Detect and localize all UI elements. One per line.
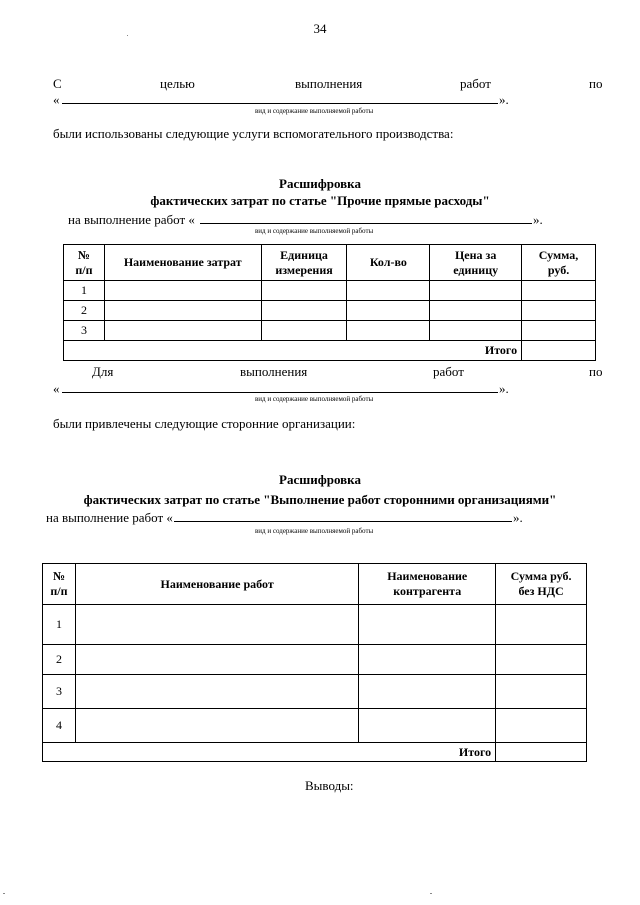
- section1-header-qty-label: Кол-во: [369, 255, 407, 269]
- cell-unit[interactable]: [261, 321, 347, 341]
- section2-total-value[interactable]: [496, 743, 587, 762]
- section1-header-name: [104, 245, 261, 281]
- scan-speck: [3, 893, 5, 894]
- scan-speck: [430, 893, 432, 894]
- section1-table: [63, 244, 596, 361]
- conclusions-label: Выводы:: [305, 778, 354, 793]
- cell-contractor[interactable]: [359, 605, 496, 645]
- section1-header-unit-label: Единица измерения: [275, 247, 333, 277]
- section1-header-name-label: Наименование затрат: [123, 255, 242, 269]
- row-number: 4: [43, 709, 76, 743]
- cell-contractor[interactable]: [359, 675, 496, 709]
- section2-close-quote: ».: [513, 510, 523, 525]
- intro2-blank-line[interactable]: [62, 392, 498, 393]
- cell-sum[interactable]: [522, 321, 596, 341]
- row-number: 3: [43, 675, 76, 709]
- cell-sum[interactable]: [496, 675, 587, 709]
- section2-line-prefix: на выполнение работ «: [46, 510, 173, 525]
- intro2-close-quote: ».: [499, 381, 509, 396]
- section2-header-sum: [496, 564, 587, 605]
- cell-work[interactable]: [75, 645, 358, 675]
- cell-contractor[interactable]: [359, 645, 496, 675]
- cell-work[interactable]: [75, 605, 358, 645]
- row-number: 3: [64, 321, 105, 341]
- section2-table: [42, 563, 587, 762]
- table-row: [43, 709, 587, 743]
- cell-sum[interactable]: [496, 645, 587, 675]
- intro1-blank-line[interactable]: [62, 103, 498, 104]
- cell-sum[interactable]: [496, 709, 587, 743]
- section2-total-row: [43, 743, 587, 762]
- section2-header-work: [75, 564, 358, 605]
- page-number: 34: [313, 21, 327, 36]
- section1-header-sum: [522, 245, 596, 281]
- intro1-open-quote: «: [53, 92, 60, 107]
- section2-header-contractor-label: Наименование контрагента: [387, 569, 468, 598]
- intro1-word-4: работ: [460, 76, 491, 91]
- cell-qty[interactable]: [347, 321, 430, 341]
- intro1-word-1: С: [53, 76, 62, 91]
- section1-total-value[interactable]: [522, 341, 596, 361]
- cell-name[interactable]: [104, 301, 261, 321]
- section1-blank-line[interactable]: [200, 223, 532, 224]
- cell-unit[interactable]: [261, 301, 347, 321]
- cell-contractor[interactable]: [359, 709, 496, 743]
- cell-work[interactable]: [75, 675, 358, 709]
- cell-name[interactable]: [104, 281, 261, 301]
- intro1-word-3: выполнения: [295, 76, 363, 91]
- table-row: [64, 281, 596, 301]
- section2-caption: вид и содержание выполняемой работы: [255, 527, 374, 535]
- cell-price[interactable]: [430, 321, 522, 341]
- section2-header-contractor: [359, 564, 496, 605]
- section1-header-price: [430, 245, 522, 281]
- section1-line-prefix: на выполнение работ «: [68, 212, 195, 227]
- cell-sum[interactable]: [522, 301, 596, 321]
- section1-title: Расшифровка: [279, 176, 361, 191]
- cell-price[interactable]: [430, 301, 522, 321]
- section1-total-label: Итого: [64, 341, 522, 361]
- cell-sum[interactable]: [496, 605, 587, 645]
- section2-total-label: Итого: [43, 743, 496, 762]
- table-row: [64, 301, 596, 321]
- section2-title: Расшифровка: [279, 472, 361, 487]
- cell-price[interactable]: [430, 281, 522, 301]
- cell-qty[interactable]: [347, 281, 430, 301]
- row-number: 1: [43, 605, 76, 645]
- section2-header-num: [43, 564, 76, 605]
- row-number: 1: [64, 281, 105, 301]
- services-text: были использованы следующие услуги вспомогательного производства:: [53, 126, 454, 141]
- section2-table-header-row: [43, 564, 587, 605]
- scan-speck: [127, 35, 128, 36]
- intro2-word-4: по: [589, 364, 603, 379]
- intro2-caption: вид и содержание выполняемой работы: [255, 395, 374, 403]
- section1-caption: вид и содержание выполняемой работы: [255, 227, 374, 235]
- table-row: [64, 321, 596, 341]
- table-row: [43, 645, 587, 675]
- intro2-open-quote: «: [53, 381, 60, 396]
- orgs-text: были привлечены следующие сторонние организации:: [53, 416, 356, 431]
- intro2-word-1: Для: [92, 364, 114, 379]
- section2-blank-line[interactable]: [174, 521, 512, 522]
- section2-header-sum-label: Сумма руб. без НДС: [510, 569, 572, 598]
- row-number: 2: [64, 301, 105, 321]
- cell-work[interactable]: [75, 709, 358, 743]
- section1-header-num-label: № п/п: [75, 247, 93, 277]
- section1-header-price-label: Цена за единицу: [453, 247, 499, 277]
- section1-header-sum-label: Сумма, руб.: [538, 247, 579, 277]
- section2-subtitle: фактических затрат по статье "Выполнение работ сторонними организациями": [83, 492, 557, 507]
- section1-total-row: [64, 341, 596, 361]
- cell-name[interactable]: [104, 321, 261, 341]
- intro2-word-2: выполнения: [240, 364, 308, 379]
- cell-unit[interactable]: [261, 281, 347, 301]
- intro1-caption: вид и содержание выполняемой работы: [255, 107, 374, 115]
- section1-close-quote: ».: [533, 212, 543, 227]
- intro1-word-2: целью: [160, 76, 195, 91]
- row-number: 2: [43, 645, 76, 675]
- section2-header-work-label: Наименование работ: [160, 576, 274, 591]
- table-row: [43, 605, 587, 645]
- section1-subtitle: фактических затрат по статье "Прочие прямые расходы": [150, 193, 490, 208]
- section1-header-num: [64, 245, 105, 281]
- table-row: [43, 675, 587, 709]
- cell-sum[interactable]: [522, 281, 596, 301]
- intro2-word-3: работ: [433, 364, 464, 379]
- intro1-word-5: по: [589, 76, 603, 91]
- intro1-close-quote: ».: [499, 92, 509, 107]
- section1-table-header-row: [64, 245, 596, 281]
- section1-header-unit: [261, 245, 347, 281]
- section1-header-qty: [347, 245, 430, 281]
- section2-header-num-label: № п/п: [50, 569, 68, 598]
- cell-qty[interactable]: [347, 301, 430, 321]
